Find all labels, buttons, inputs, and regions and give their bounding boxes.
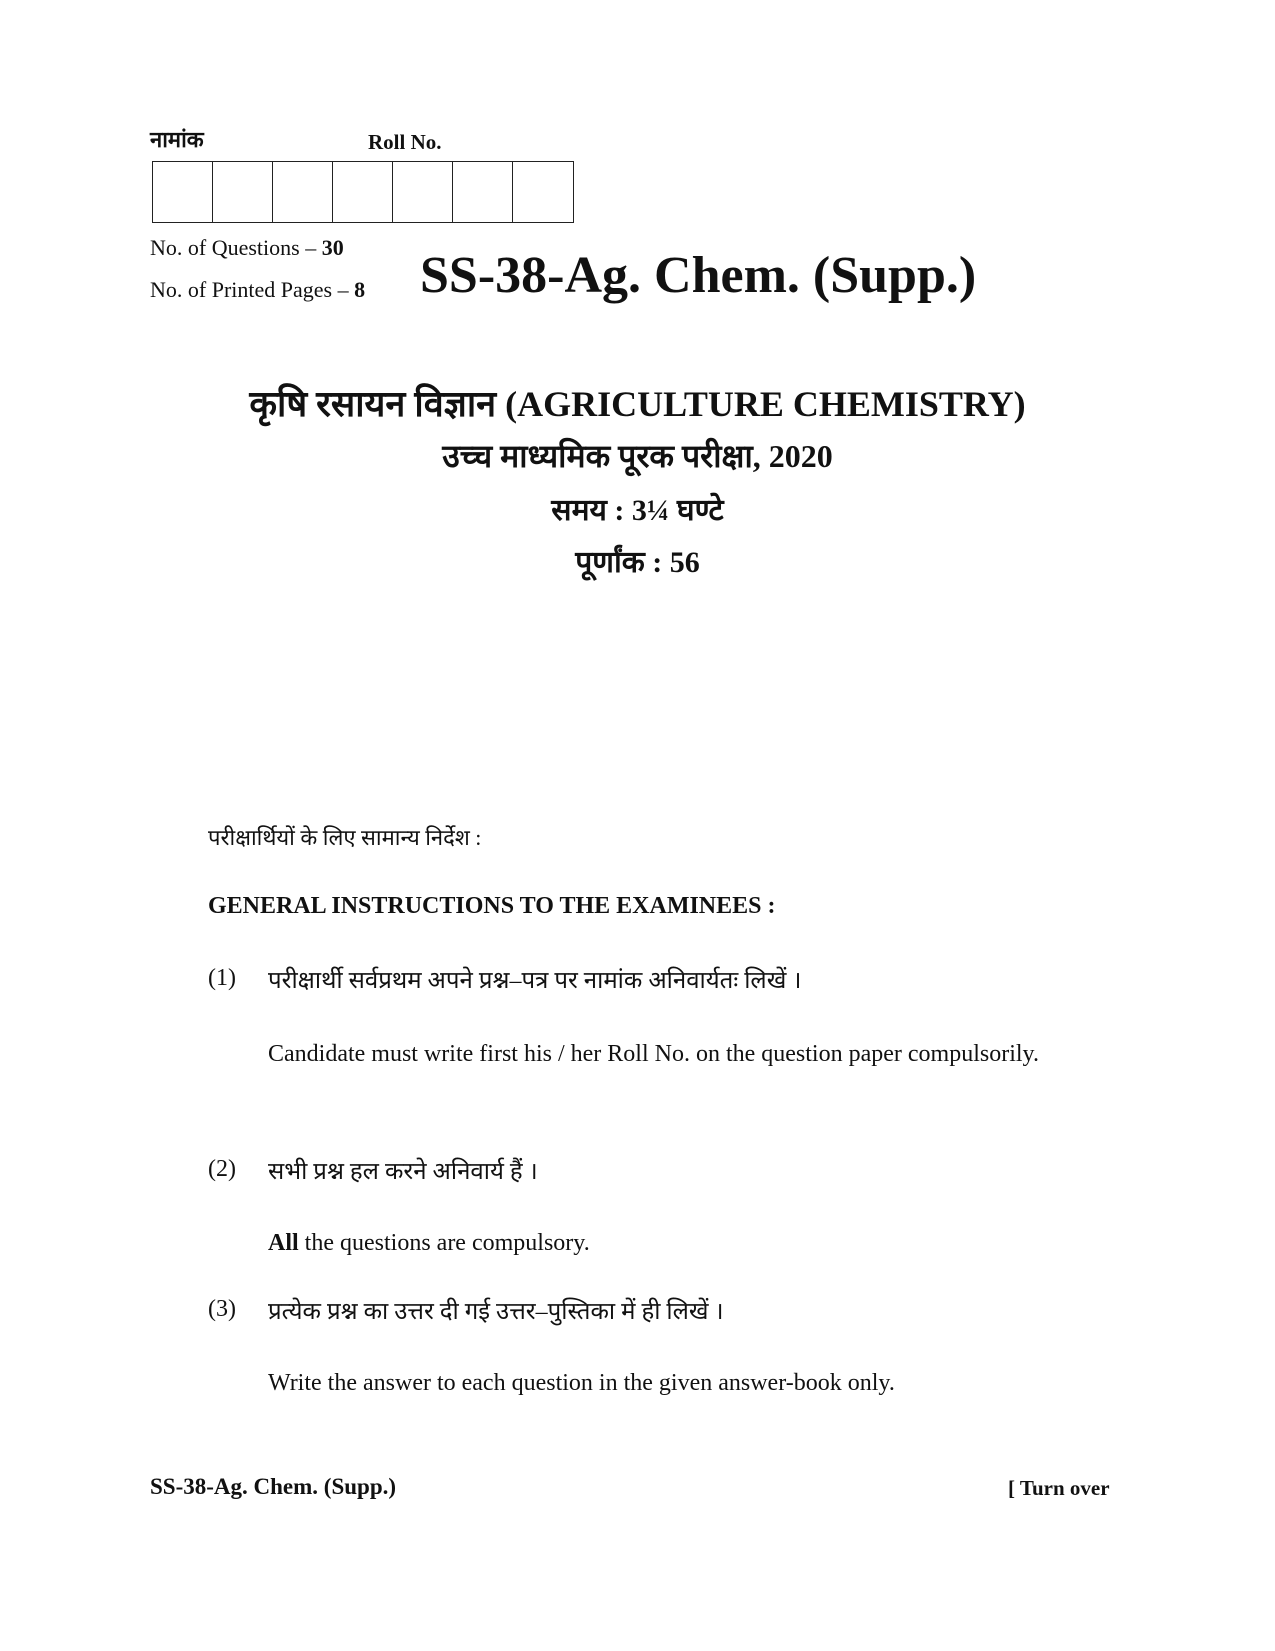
roll-box [513, 162, 573, 222]
instruction-number: (1) [208, 965, 236, 991]
instruction-emphasis: All [268, 1230, 299, 1256]
instruction-hindi: सभी प्रश्न हल करने अनिवार्य हैं । [268, 1159, 538, 1185]
instruction-number: (2) [208, 1156, 236, 1182]
instruction-english [268, 1230, 590, 1257]
question-count-value: 30 [321, 235, 344, 260]
page-count [150, 277, 365, 303]
roll-box [153, 162, 213, 222]
question-count [150, 235, 344, 261]
instruction-number: (3) [208, 1296, 236, 1322]
roll-box [273, 162, 333, 222]
roll-number-boxes [152, 161, 574, 223]
roll-box [453, 162, 513, 222]
paper-code-title: SS-38-Ag. Chem. (Supp.) [420, 247, 977, 304]
namank-label: नामांक [150, 127, 204, 152]
page-count-label: No. of Printed Pages – [150, 277, 355, 302]
instruction-hindi: परीक्षार्थी सर्वप्रथम अपने प्रश्न–पत्र पर नामांक अनिवार्यतः लिखें । [268, 968, 802, 994]
question-count-label: No. of Questions – [150, 235, 322, 260]
instructions-heading-english: GENERAL INSTRUCTIONS TO THE EXAMINEES : [208, 893, 776, 919]
instruction-english-text: the questions are compulsory. [298, 1230, 590, 1256]
roll-box [393, 162, 453, 222]
instruction-english: Candidate must write first his / her Roll No. on the question paper compulsorily. [268, 1041, 1039, 1067]
roll-box [333, 162, 393, 222]
page-count-value: 8 [354, 277, 366, 302]
footer-paper-code: SS-38-Ag. Chem. (Supp.) [150, 1474, 397, 1499]
exam-time: समय : 3¼ घण्टे [551, 494, 724, 527]
instructions-heading-hindi: परीक्षार्थियों के लिए सामान्य निर्देश : [208, 825, 482, 850]
max-marks: पूर्णांक : 56 [575, 546, 700, 579]
roll-box [213, 162, 273, 222]
roll-no-label: Roll No. [368, 130, 442, 154]
exam-name: उच्च माध्यमिक पूरक परीक्षा, 2020 [442, 438, 833, 474]
subject-title: कृषि रसायन विज्ञान (AGRICULTURE CHEMISTRY) [249, 384, 1026, 424]
footer-turn-over: [ Turn over [1008, 1476, 1110, 1500]
instruction-english: Write the answer to each question in the given answer-book only. [268, 1370, 895, 1396]
instruction-hindi: प्रत्येक प्रश्न का उत्तर दी गई उत्तर–पुस्तिका में ही लिखें । [268, 1299, 724, 1325]
